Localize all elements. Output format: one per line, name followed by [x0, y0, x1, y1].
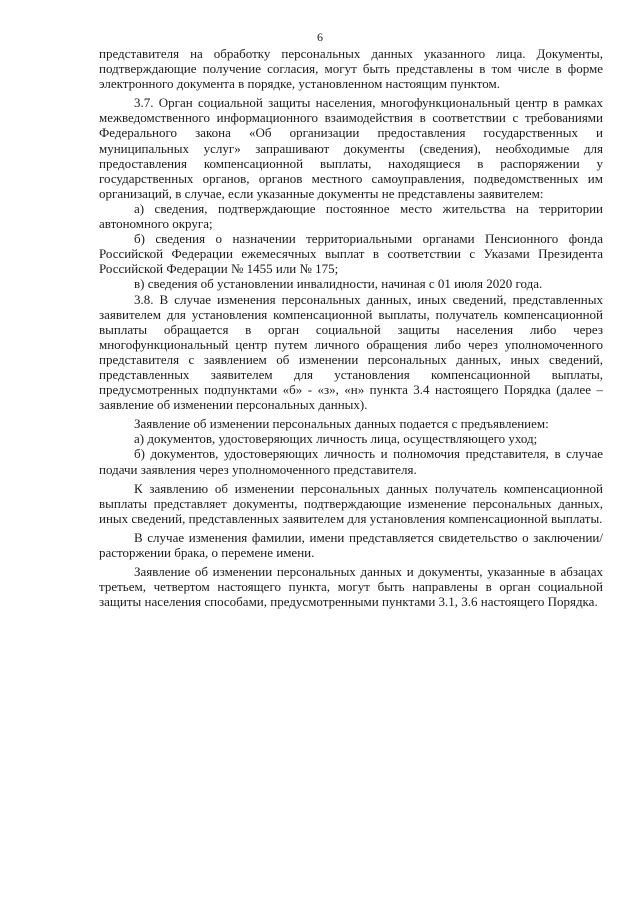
- paragraph-submission-methods: Заявление об изменении персональных данных и документы, указанные в абзацах третьем, четвертом настоящего пункта, могут быть направлены в орган социальной защиты населения способами, предусмотренными пунктами 3.1, 3.6 настоящего Порядка.: [99, 564, 603, 610]
- document-body: [99, 46, 603, 609]
- paragraph-3-7-item-v: в) сведения об установлении инвалидности, начиная с 01 июля 2020 года.: [134, 276, 543, 292]
- paragraph-consent-continuation: представителя на обработку персональных данных указанного лица. Документы, подтверждающие получение согласия, могут быть представлены в том числе в форме электронного документа в порядке, установленном настоящим пунктом.: [99, 46, 603, 92]
- paragraph-application-submission: Заявление об изменении персональных данных подается с предъявлением:: [134, 416, 549, 432]
- paragraph-3-7: 3.7. Орган социальной защиты населения, многофункциональный центр в рамках межведомственного информационного взаимодействия в соответствии с требованиями Федерального закона «Об организации предоставления государственных и муниципальных услуг» запрашивают документы (сведения), необходимые для предоставления компенсационной выплаты, находящиеся в распоряжении у государственных органов, органов местного самоуправления, подведомственных им организаций, в случае, если указанные документы не представлены заявителем:: [99, 95, 603, 201]
- paragraph-submission-item-a: а) документов, удостоверяющих личность лица, осуществляющего уход;: [134, 431, 538, 447]
- paragraph-supporting-documents: К заявлению об изменении персональных данных получатель компенсационной выплаты представляет документы, подтверждающие изменение персональных данных, иных сведений, представленных заявителем для установления компенсационной выплаты.: [99, 480, 603, 526]
- paragraph-3-7-item-a: а) сведения, подтверждающие постоянное место жительства на территории автономного округа;: [99, 200, 603, 232]
- paragraph-name-change: В случае изменения фамилии, имени представляется свидетельство о заключении/расторжении брака, о перемене имени.: [99, 529, 603, 560]
- paragraph-submission-item-b: б) документов, удостоверяющих личность и полномочия представителя, в случае подачи заявления через уполномоченного представителя.: [99, 446, 603, 477]
- paragraph-3-7-item-b: б) сведения о назначении территориальными органами Пенсионного фонда Российской Федерации ежемесячных выплат в соответствии с Указами Президента Российской Федерации № 1455 или № 175;: [99, 231, 603, 277]
- paragraph-3-8: 3.8. В случае изменения персональных данных, иных сведений, представленных заявителем для установления компенсационной выплаты, получатель компенсационной выплаты обращается в орган социальной защиты населения либо через многофункциональный центр путем личного обращения либо через уполномоченного представителя с заявлением об изменении персональных данных, иных сведений, представленных заявителем для установления компенсационной выплаты, предусмотренных подпунктами «б» - «з», «н» пункта 3.4 настоящего Порядка (далее – заявление об изменении персональных данных).: [99, 291, 603, 413]
- page-number: 6: [317, 30, 323, 44]
